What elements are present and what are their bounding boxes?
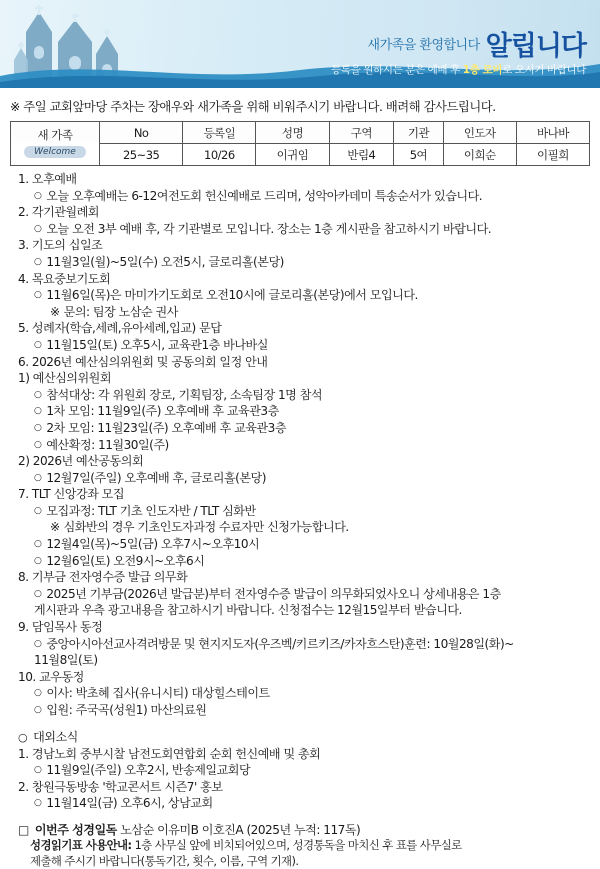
announcement-line-8: ※ 문의: 팀장 노삼순 권사: [10, 304, 590, 321]
column-header-guide: 인도자: [443, 122, 516, 144]
column-header-date: 등록일: [183, 122, 256, 144]
cell-barnabas: 이필희: [516, 144, 589, 166]
external-line-2: 2. 창원극동방송 '학교콘서트 시즌7' 홍보: [18, 779, 223, 794]
external-news-heading: ○ 대외소식: [10, 729, 590, 746]
announcement-line-12: 1) 예산심의위원회: [18, 371, 112, 386]
cell-name: 이귀임: [256, 144, 329, 166]
announcement-line-25: ○ 2025년 기부금(2026년 발급분)부터 전자영수증 발급이 의무화되었사오니 상세내용은 1층: [10, 586, 590, 603]
welcome-badge-wrap: [11, 143, 99, 161]
column-header-name: 성명: [256, 122, 329, 144]
banner-subtitle-emphasis: 1층 로비: [462, 64, 503, 76]
bible-reading-note-line-2: 제출해 주시기 바랍니다(통독기간, 횟수, 이름, 구역 기재).: [30, 853, 299, 868]
announcement-line-6: 4. 목요중보기도회: [18, 271, 111, 286]
banner-subtitle-post: 로 오시기 바랍니다: [502, 64, 586, 76]
announcement-line-0: 1. 오후예배: [18, 172, 77, 186]
announcement-line-7: ○ 11월6일(목)은 마미가기도회로 오전10시에 글로리홀(본당)에서 모입니다.: [10, 287, 590, 304]
announcement-line-19: 7. TLT 신앙강좌 모집: [18, 487, 125, 502]
announcement-line-20: ○ 모집과정: TLT 기초 인도자반 / TLT 심화반: [10, 503, 590, 520]
bible-reading-note-text-1: 1층 사무실 앞에 비치되어있으며, 성경통독을 마치신 후 표를 사무실로: [134, 838, 462, 853]
column-header-barnabas: 바나바: [516, 122, 589, 144]
announcement-line-16: ○ 예산확정: 11월30일(주): [10, 437, 590, 454]
announcement-line-5: ○ 11월3일(월)~5일(수) 오전5시, 글로리홀(본당): [10, 254, 590, 271]
announcement-line-14: ○ 1차 모임: 11월9일(주) 오후예배 후 교육관3층: [10, 403, 590, 420]
announcement-line-27: 9. 담임목사 동정: [18, 620, 103, 635]
banner-title-main: 알립니다: [485, 31, 586, 62]
announcement-line-15: ○ 2차 모임: 11월23일(주) 오후예배 후 교육관3층: [10, 420, 590, 437]
announcement-line-9: 5. 성례자(학습,세례,유아세례,입교) 문답: [18, 321, 222, 336]
page-header-banner: [0, 0, 600, 88]
bible-reading-section: [0, 822, 600, 869]
announcement-line-29: 11월8일(토): [34, 653, 98, 668]
announcement-line-21: ※ 심화반의 경우 기초인도자과정 수료자만 신청가능합니다.: [10, 519, 590, 536]
announcement-line-32: ○ 입원: 주국곡(성원1) 마산의료원: [10, 702, 590, 719]
cell-date: 10/26: [183, 144, 256, 166]
banner-subtitle: [331, 62, 586, 77]
bible-reading-note-title: 성경읽기표 사용안내:: [30, 838, 132, 853]
table-header-row: [11, 122, 590, 144]
external-line-3: ○ 11월14일(금) 오후6시, 상남교회: [10, 795, 590, 811]
parking-notice: ※ 주일 교회앞마당 주차는 장애우와 새가족을 위해 비워주시기 바랍니다. 배려해 감사드립니다.: [10, 100, 496, 114]
announcement-line-3: ○ 오늘 오전 3부 예배 후, 각 기관별로 모입니다. 장소는 1층 게시판을 참고하시기 바랍니다.: [10, 221, 590, 238]
column-header-no: No: [100, 122, 183, 144]
cell-district: 반림4: [329, 144, 394, 166]
announcement-line-31: ○ 이사: 박초혜 집사(유니시티) 대상힐스테이트: [10, 685, 590, 702]
external-line-0: 1. 경남노회 중부시찰 남전도회연합회 순회 헌신예배 및 총회: [18, 747, 321, 761]
announcement-line-2: 2. 각기관월례회: [18, 205, 99, 220]
cell-org: 5여: [394, 144, 443, 166]
announcement-line-26: 게시판과 우측 광고내용을 참고하시기 바랍니다. 신청접수는 12월15일부터 받습니다.: [34, 603, 462, 618]
announcement-line-28: ○ 중앙아시아선교사격려방문 및 현지지도자(우즈벡/키르키즈/카자흐스탄)훈련: 10월28일(화)~: [10, 636, 590, 653]
announcement-line-24: 8. 기부금 전자영수증 발급 의무화: [18, 570, 188, 585]
announcement-line-11: 6. 2026년 예산심의위원회 및 공동의회 일정 안내: [18, 354, 268, 369]
bible-reading-label: □ 이번주 성경일독: [18, 823, 117, 837]
banner-title-small: 새가족을 환영합니다: [367, 38, 480, 53]
external-news-section: [0, 729, 600, 812]
announcement-line-10: ○ 11월15일(토) 오후5시, 교육관1층 바나바실: [10, 337, 590, 354]
announcement-line-17: 2) 2026년 예산공동의회: [18, 454, 144, 469]
bible-reading-note-line-1: [10, 838, 590, 854]
banner-subtitle-pre: 등록을 원하시는 분은 예배 후: [331, 64, 463, 76]
table-title-cell: [11, 122, 100, 166]
bible-reading-value: 노삼순 이유미B 이호진A (2025년 누적: 117독): [120, 822, 361, 837]
announcement-line-4: 3. 기도의 십일조: [18, 238, 103, 253]
column-header-org: 기관: [394, 122, 443, 144]
announcement-list: [0, 171, 600, 719]
announcement-line-23: ○ 12월6일(토) 오전9시~오후6시: [10, 553, 590, 570]
column-header-district: 구역: [329, 122, 394, 144]
cell-guide: 이희순: [443, 144, 516, 166]
announcement-line-13: ○ 참석대상: 각 위원회 장로, 기획팀장, 소속팀장 1명 참석: [10, 387, 590, 404]
announcement-line-22: ○ 12월4일(목)~5일(금) 오후7시~오후10시: [10, 536, 590, 553]
cell-no: 25~35: [100, 144, 183, 166]
announcement-line-18: ○ 12월7일(주일) 오후예배 후, 글로리홀(본당): [10, 470, 590, 487]
external-news-list: [10, 746, 590, 812]
announcement-line-1: ○ 오늘 오후예배는 6-12여전도회 헌신예배로 드리며, 성악아카데미 특송순서가 있습니다.: [10, 188, 590, 205]
new-family-table: [10, 121, 590, 166]
external-line-1: ○ 11월9일(주일) 오후2시, 반송제일교회당: [10, 762, 590, 778]
new-family-label: 새 가족: [37, 127, 73, 142]
bible-reading-row: [10, 822, 590, 838]
announcement-line-30: 10. 교우동정: [18, 669, 84, 684]
welcome-badge: Welcome: [24, 146, 86, 158]
